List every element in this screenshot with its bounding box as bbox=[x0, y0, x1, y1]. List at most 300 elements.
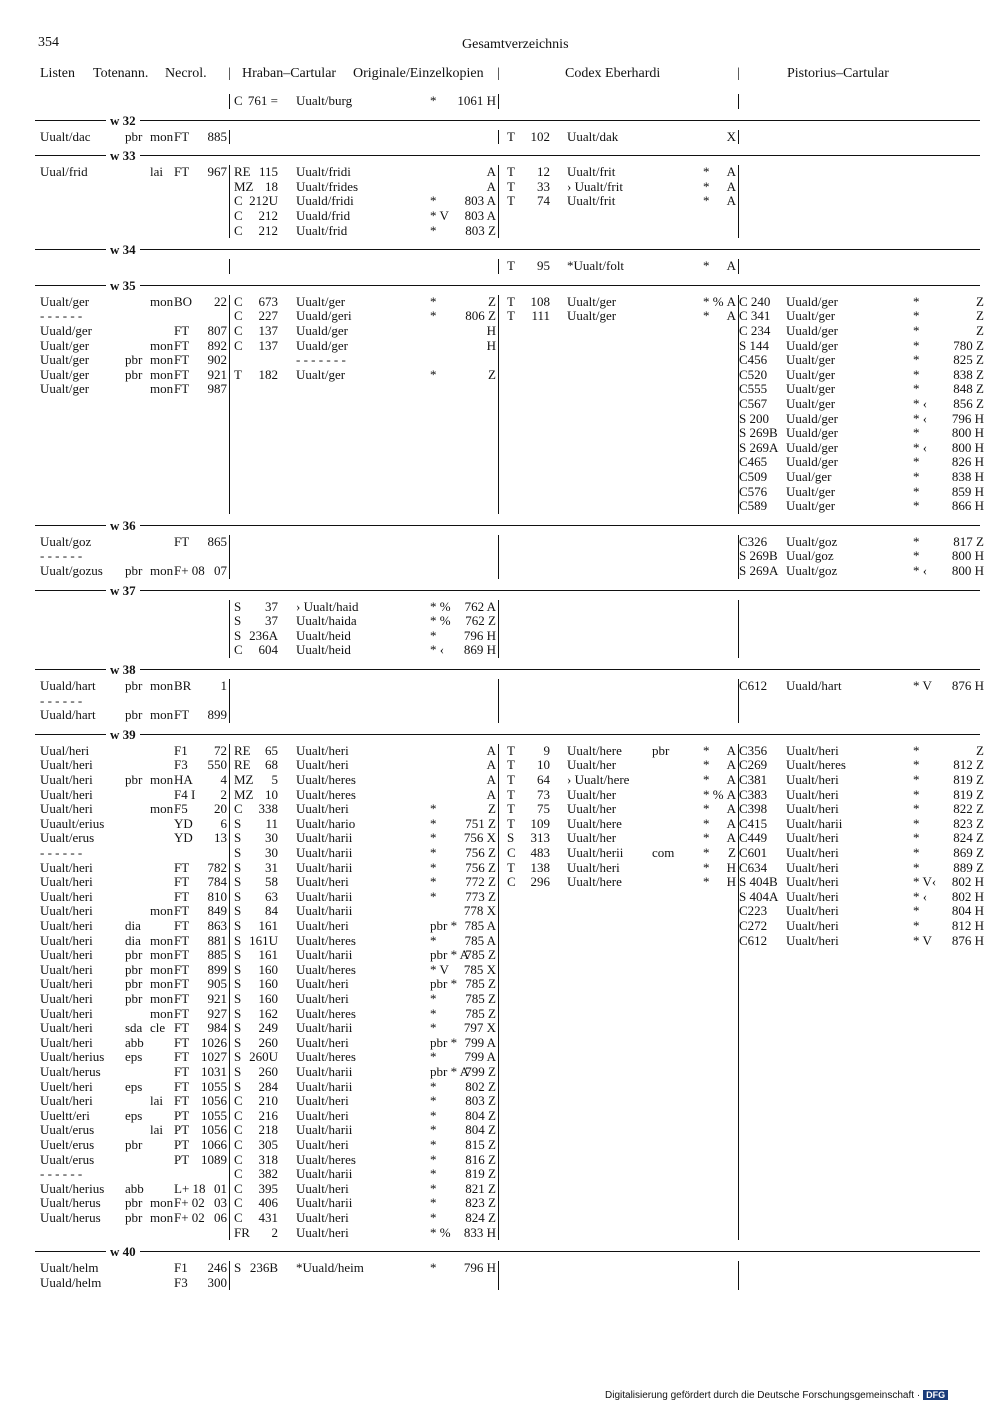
cell-c1: F+ 02 bbox=[174, 1210, 205, 1225]
cell-c3: Uualt/here bbox=[567, 742, 622, 758]
cell-c2: Uualt/harii bbox=[296, 1195, 353, 1211]
cell-c2: C bbox=[234, 1122, 243, 1138]
cell-c3: * bbox=[703, 845, 710, 860]
cell-c2: MZ bbox=[234, 772, 254, 787]
cell-c2: C bbox=[234, 208, 243, 223]
cell-c1: HA bbox=[174, 772, 193, 787]
cell-c2: C bbox=[234, 93, 243, 108]
cell-c2: Uuald/fridi bbox=[296, 193, 354, 209]
cell-c2: S bbox=[234, 613, 242, 629]
column-header: | bbox=[737, 66, 740, 81]
cell-c1: 1056 bbox=[201, 1093, 227, 1109]
cell-c1: 6 bbox=[220, 815, 227, 831]
cell-c2: 11 bbox=[265, 815, 278, 831]
cell-c3: T bbox=[507, 293, 515, 309]
cell-c2: 210 bbox=[258, 1093, 278, 1109]
cell-c4: Uualt/ger bbox=[786, 352, 836, 368]
column-header: | bbox=[497, 66, 500, 81]
cell-c2: * bbox=[430, 1166, 437, 1182]
cell-c2: RE bbox=[234, 164, 251, 180]
cell-c2: H bbox=[486, 337, 496, 353]
cell-c4: Uualt/ger bbox=[786, 366, 836, 382]
cell-c2: C bbox=[234, 642, 243, 658]
cell-c4: 876 H bbox=[951, 678, 984, 693]
cell-c2: * % bbox=[430, 1224, 451, 1240]
cell-c1: mon bbox=[150, 947, 174, 963]
cell-c1: 20 bbox=[214, 801, 227, 817]
cell-c2: Uualt/ger bbox=[296, 366, 346, 382]
cell-c2: 30 bbox=[265, 845, 278, 860]
cell-c4: Uualt/heri bbox=[786, 888, 839, 904]
cell-c2: * bbox=[430, 93, 437, 108]
cell-c2: 756 Z bbox=[465, 859, 496, 875]
cell-c4: 838 Z bbox=[953, 366, 984, 382]
cell-c1: 03 bbox=[214, 1195, 227, 1211]
cell-c3: 109 bbox=[530, 815, 550, 831]
cell-c4: 889 Z bbox=[953, 859, 984, 875]
cell-c1: pbr bbox=[125, 976, 143, 992]
page-number: 354 bbox=[38, 35, 59, 50]
cell-c1: Uualt/heri bbox=[40, 903, 93, 919]
cell-c4: Uualt/heri bbox=[786, 772, 839, 787]
cell-c2: Uualt/heres bbox=[296, 786, 356, 802]
cell-c3: A bbox=[726, 258, 736, 274]
cell-c3: T bbox=[507, 128, 515, 144]
column-divider bbox=[229, 1261, 230, 1290]
cell-c1: Uuald/helm bbox=[40, 1274, 102, 1290]
cell-c1: - - - - - - bbox=[40, 845, 83, 860]
cell-c2: Uualt/harii bbox=[296, 859, 353, 875]
cell-c2: Uualt/heri bbox=[296, 742, 349, 758]
cell-c3: * bbox=[703, 874, 710, 890]
cell-c1: Uualt/heri bbox=[40, 976, 93, 992]
cell-c2: 806 Z bbox=[465, 308, 496, 324]
cell-c2: 162 bbox=[258, 1005, 278, 1021]
cell-c3: * bbox=[703, 815, 710, 831]
cell-c4: 796 H bbox=[951, 410, 984, 426]
cell-c4: Uuald/ger bbox=[786, 337, 838, 353]
cell-c3: A bbox=[726, 801, 736, 817]
cell-c4: Uuald/ger bbox=[786, 439, 838, 455]
cell-c2: pbr * A bbox=[430, 1064, 469, 1079]
cell-c2: S bbox=[234, 1020, 242, 1036]
cell-c1: mon bbox=[150, 128, 174, 144]
cell-c1: 921 bbox=[207, 991, 227, 1006]
cell-c4: Uualt/heri bbox=[786, 918, 839, 933]
cell-c4: C326 bbox=[739, 533, 768, 549]
cell-c1: mon bbox=[150, 678, 174, 693]
cell-c2: 799 A bbox=[464, 1034, 496, 1050]
cell-c2: S bbox=[234, 627, 242, 643]
cell-c1: Uualt/herus bbox=[40, 1195, 101, 1211]
cell-c1: Uualt/gozus bbox=[40, 563, 103, 578]
cell-c2: 161 bbox=[258, 918, 278, 933]
cell-c2: Uualt/heri bbox=[296, 801, 349, 817]
section-label: w 36 bbox=[106, 518, 140, 534]
cell-c1: pbr bbox=[125, 1195, 143, 1211]
cell-c2: 762 Z bbox=[465, 613, 496, 629]
cell-c4: C 341 bbox=[739, 308, 771, 324]
section-separator bbox=[35, 249, 980, 250]
cell-c2: S bbox=[234, 918, 242, 933]
cell-c1: Uualt/herius bbox=[40, 1049, 105, 1065]
cell-c1: FT bbox=[174, 918, 190, 933]
section-separator bbox=[35, 155, 980, 156]
cell-c2: Uualt/burg bbox=[296, 93, 353, 108]
cell-c4: 856 Z bbox=[953, 396, 984, 411]
cell-c2: C bbox=[234, 1093, 243, 1109]
cell-c4: 824 Z bbox=[953, 830, 984, 846]
cell-c2: Uualt/harii bbox=[296, 845, 353, 860]
cell-c1: Uual/frid bbox=[40, 164, 88, 180]
cell-c1: - - - - - - bbox=[40, 692, 83, 708]
cell-c2: Uualt/harii bbox=[296, 1020, 353, 1036]
cell-c2: C bbox=[234, 801, 243, 817]
cell-c3: T bbox=[507, 742, 515, 758]
cell-c1: 4 bbox=[220, 772, 227, 787]
cell-c3: 12 bbox=[537, 164, 550, 180]
cell-c3: * bbox=[703, 258, 710, 274]
cell-c4: * bbox=[913, 293, 920, 309]
cell-c3: A bbox=[726, 193, 736, 209]
cell-c4: * bbox=[913, 845, 920, 860]
cell-c2: 63 bbox=[265, 888, 278, 904]
cell-c2: Uualt/harii bbox=[296, 830, 353, 846]
section-label: w 37 bbox=[106, 583, 140, 599]
cell-c2: * bbox=[430, 366, 437, 382]
cell-c1: mon bbox=[150, 932, 174, 948]
cell-c1: FT bbox=[174, 164, 190, 180]
cell-c4: * bbox=[913, 352, 920, 368]
cell-c2: Uuald/ger bbox=[296, 337, 348, 353]
cell-c4: 826 H bbox=[951, 454, 984, 470]
cell-c2: Uualt/harii bbox=[296, 888, 353, 904]
cell-c3: Uualt/herii bbox=[567, 845, 624, 860]
cell-c4: 817 Z bbox=[953, 533, 984, 549]
column-divider bbox=[229, 94, 230, 109]
cell-c1: 987 bbox=[207, 381, 227, 397]
cell-c4: Uualt/goz bbox=[786, 563, 838, 578]
cell-c4: * bbox=[913, 323, 920, 338]
cell-c3: 9 bbox=[543, 742, 550, 758]
cell-c1: BO bbox=[174, 293, 193, 309]
cell-c2: Uualt/heri bbox=[296, 1107, 349, 1123]
cell-c2: S bbox=[234, 845, 242, 860]
cell-c4: Uuald/ger bbox=[786, 425, 838, 441]
cell-c1: mon bbox=[150, 961, 174, 977]
cell-c3: C bbox=[507, 874, 516, 890]
cell-c1: 967 bbox=[207, 164, 227, 180]
cell-c1: 2 bbox=[220, 786, 227, 802]
cell-c1: pbr bbox=[125, 563, 143, 578]
cell-c1: Uualt/ger bbox=[40, 381, 90, 397]
cell-c2: 160 bbox=[258, 976, 278, 992]
cell-c1: 984 bbox=[207, 1020, 227, 1036]
cell-c4: Uual/ger bbox=[786, 469, 832, 484]
column-header: Totenann. bbox=[93, 66, 149, 81]
cell-c2: Z bbox=[488, 293, 496, 309]
cell-c4: 819 Z bbox=[953, 786, 984, 802]
page-footer bbox=[605, 1390, 948, 1401]
cell-c1: Uualt/heri bbox=[40, 1005, 93, 1021]
cell-c2: * % bbox=[430, 598, 451, 614]
cell-c2: A bbox=[486, 742, 496, 758]
column-header: Listen bbox=[40, 66, 75, 81]
column-divider bbox=[229, 130, 230, 145]
cell-c3: * bbox=[703, 164, 710, 180]
cell-c4: 800 H bbox=[951, 439, 984, 455]
cell-c4: Uuald/ger bbox=[786, 293, 838, 309]
column-divider bbox=[498, 165, 499, 238]
cell-c4: 819 Z bbox=[953, 772, 984, 787]
cell-c1: FT bbox=[174, 1064, 190, 1079]
cell-c4: Uualt/heri bbox=[786, 932, 839, 948]
cell-c2: C bbox=[234, 337, 243, 353]
cell-c4: C634 bbox=[739, 859, 768, 875]
cell-c1: Uualt/heri bbox=[40, 991, 93, 1006]
cell-c1: 01 bbox=[214, 1180, 227, 1196]
cell-c2: * bbox=[430, 308, 437, 324]
cell-c4: Uuald/ger bbox=[786, 323, 838, 338]
cell-c4: * V bbox=[913, 932, 932, 948]
cell-c2: * bbox=[430, 932, 437, 948]
cell-c3: Uualt/here bbox=[567, 874, 622, 890]
cell-c2: Uualt/heri bbox=[296, 1224, 349, 1240]
cell-c4: Uualt/ger bbox=[786, 308, 836, 324]
cell-c2: 5 bbox=[271, 772, 278, 787]
section-label: w 32 bbox=[106, 113, 140, 129]
cell-c2: C bbox=[234, 1137, 243, 1152]
cell-c1: 72 bbox=[214, 742, 227, 758]
cell-c2: 816 Z bbox=[465, 1151, 496, 1167]
cell-c3: Uualt/ger bbox=[567, 293, 617, 309]
cell-c4: S 144 bbox=[739, 337, 769, 353]
cell-c3: pbr bbox=[652, 742, 670, 758]
cell-c1: eps bbox=[125, 1078, 143, 1094]
cell-c3: 483 bbox=[530, 845, 550, 860]
cell-c4: Uualt/harii bbox=[786, 815, 843, 831]
column-divider bbox=[738, 1261, 739, 1290]
cell-c3: com bbox=[652, 845, 675, 860]
cell-c1: 885 bbox=[207, 947, 227, 963]
cell-c1: FT bbox=[174, 323, 190, 338]
cell-c2: 18 bbox=[265, 178, 278, 194]
cell-c4: C383 bbox=[739, 786, 768, 802]
cell-c1: Uualt/ger bbox=[40, 352, 90, 368]
cell-c1: cle bbox=[150, 1020, 166, 1036]
cell-c4: 800 H bbox=[951, 563, 984, 578]
cell-c2: * bbox=[430, 1195, 437, 1211]
cell-c4: * ‹ bbox=[913, 410, 928, 426]
cell-c2: C bbox=[234, 193, 243, 209]
cell-c4: * bbox=[913, 366, 920, 382]
cell-c1: YD bbox=[174, 815, 193, 831]
cell-c1: F4 I bbox=[174, 786, 196, 802]
cell-c4: Uualt/heri bbox=[786, 845, 839, 860]
column-divider bbox=[738, 259, 739, 274]
cell-c1: mon bbox=[150, 1210, 174, 1225]
cell-c2: 833 H bbox=[463, 1224, 496, 1240]
cell-c3: Z bbox=[728, 845, 736, 860]
cell-c1: Uuald/hart bbox=[40, 707, 96, 723]
cell-c2: * bbox=[430, 888, 437, 904]
cell-c2: * bbox=[430, 1180, 437, 1196]
cell-c2: * bbox=[430, 859, 437, 875]
cell-c1: Uualt/erus bbox=[40, 830, 95, 846]
cell-c3: Uualt/heri bbox=[567, 859, 620, 875]
cell-c1: mon bbox=[150, 801, 174, 817]
cell-c1: Uualt/ger bbox=[40, 293, 90, 309]
cell-c1: Uuault/erius bbox=[40, 815, 105, 831]
cell-c4: * bbox=[913, 757, 920, 773]
cell-c2: - - - - - - - bbox=[296, 352, 346, 368]
cell-c2: 604 bbox=[258, 642, 278, 658]
cell-c2: 305 bbox=[258, 1137, 278, 1152]
cell-c4: C601 bbox=[739, 845, 768, 860]
cell-c4: * bbox=[913, 337, 920, 353]
cell-c1: FT bbox=[174, 1005, 190, 1021]
cell-c2: Uualt/heres bbox=[296, 1049, 356, 1065]
column-divider bbox=[498, 744, 499, 1240]
cell-c1: pbr bbox=[125, 991, 143, 1006]
cell-c2: A bbox=[486, 164, 496, 180]
cell-c2: S bbox=[234, 888, 242, 904]
cell-c1: mon bbox=[150, 352, 174, 368]
cell-c1: mon bbox=[150, 366, 174, 382]
cell-c1: FT bbox=[174, 991, 190, 1006]
cell-c2: Uualt/heri bbox=[296, 976, 349, 992]
cell-c1: 1066 bbox=[201, 1137, 227, 1152]
section-label: w 38 bbox=[106, 662, 140, 678]
cell-c4: 780 Z bbox=[953, 337, 984, 353]
cell-c2: Uualt/heri bbox=[296, 1180, 349, 1196]
cell-c2: 673 bbox=[258, 293, 278, 309]
cell-c3: * bbox=[703, 772, 710, 787]
cell-c1: 784 bbox=[207, 874, 227, 890]
cell-c1: 885 bbox=[207, 128, 227, 144]
cell-c3: * % bbox=[703, 293, 724, 309]
cell-c2: 37 bbox=[265, 613, 278, 629]
cell-c3: * % bbox=[703, 786, 724, 802]
cell-c2: 756 Z bbox=[465, 845, 496, 860]
cell-c1: - - - - - - bbox=[40, 548, 83, 564]
cell-c1: FT bbox=[174, 1093, 190, 1109]
cell-c1: F3 bbox=[174, 757, 188, 773]
cell-c1: 1055 bbox=[201, 1107, 227, 1123]
cell-c3: 108 bbox=[530, 293, 550, 309]
cell-c1: 849 bbox=[207, 903, 227, 919]
cell-c4: * ‹ bbox=[913, 439, 928, 455]
cell-c2: 338 bbox=[258, 801, 278, 817]
cell-c3: 73 bbox=[537, 786, 550, 802]
cell-c1: pbr bbox=[125, 1210, 143, 1225]
cell-c4: S 269A bbox=[739, 439, 779, 455]
cell-c1: FT bbox=[174, 859, 190, 875]
cell-c2: Uualt/heres bbox=[296, 1005, 356, 1021]
cell-c1: dia bbox=[125, 918, 141, 933]
cell-c1: F1 bbox=[174, 1260, 188, 1276]
cell-c2: Uualt/frid bbox=[296, 222, 348, 238]
column-divider bbox=[498, 1261, 499, 1290]
cell-c2: 395 bbox=[258, 1180, 278, 1196]
cell-c3: A bbox=[726, 830, 736, 846]
cell-c4: * bbox=[913, 498, 920, 514]
cell-c2: 30 bbox=[265, 830, 278, 846]
cell-c1: Uueltt/eri bbox=[40, 1107, 90, 1123]
cell-c3: X bbox=[726, 128, 736, 144]
cell-c1: Uualt/herius bbox=[40, 1180, 105, 1196]
cell-c2: 212 bbox=[258, 222, 278, 238]
cell-c2: 406 bbox=[258, 1195, 278, 1211]
cell-c2: * bbox=[430, 1049, 437, 1065]
cell-c3: › Uualt/here bbox=[567, 772, 630, 787]
cell-c2: 431 bbox=[258, 1210, 278, 1225]
cell-c3: T bbox=[507, 258, 515, 274]
cell-c4: 804 H bbox=[951, 903, 984, 919]
cell-c2: Uualt/harii bbox=[296, 1166, 353, 1182]
cell-c2: * bbox=[430, 293, 437, 309]
cell-c1: FT bbox=[174, 352, 190, 368]
cell-c3: Uualt/her bbox=[567, 830, 617, 846]
cell-c2: 773 Z bbox=[465, 888, 496, 904]
cell-c3: T bbox=[507, 308, 515, 324]
cell-c4: * ‹ bbox=[913, 888, 928, 904]
cell-c4: Z bbox=[976, 293, 984, 309]
cell-c4: * bbox=[913, 786, 920, 802]
section-label: w 39 bbox=[106, 727, 140, 743]
cell-c2: * bbox=[430, 1122, 437, 1138]
cell-c1: Uualt/heri bbox=[40, 801, 93, 817]
cell-c3: T bbox=[507, 786, 515, 802]
cell-c1: FT bbox=[174, 947, 190, 963]
cell-c2: S bbox=[234, 1049, 242, 1065]
cell-c2: Uualt/heri bbox=[296, 874, 349, 890]
cell-c3: S bbox=[507, 830, 515, 846]
column-divider bbox=[498, 94, 499, 109]
cell-c2: A bbox=[486, 772, 496, 787]
cell-c4: 823 Z bbox=[953, 815, 984, 831]
cell-c2: 785 Z bbox=[465, 976, 496, 992]
cell-c2: 804 Z bbox=[465, 1107, 496, 1123]
cell-c2: 137 bbox=[258, 323, 278, 338]
cell-c2: S bbox=[234, 830, 242, 846]
cell-c2: Z bbox=[488, 366, 496, 382]
cell-c2: 819 Z bbox=[465, 1166, 496, 1182]
cell-c4: 869 Z bbox=[953, 845, 984, 860]
cell-c2: S bbox=[234, 1064, 242, 1079]
cell-c1: FT bbox=[174, 128, 190, 144]
cell-c2: Uualt/harii bbox=[296, 1078, 353, 1094]
cell-c3: Uualt/frit bbox=[567, 193, 616, 209]
cell-c2: MZ bbox=[234, 178, 254, 194]
section-separator bbox=[35, 590, 980, 591]
cell-c4: Uualt/heri bbox=[786, 874, 839, 890]
cell-c2: 785 A bbox=[464, 918, 496, 933]
cell-c1: Uualt/heri bbox=[40, 757, 93, 773]
cell-c1: F+ 02 bbox=[174, 1195, 205, 1211]
cell-c4: C398 bbox=[739, 801, 768, 817]
column-divider bbox=[498, 259, 499, 274]
cell-c1: F3 bbox=[174, 1274, 188, 1290]
cell-c3: Uualt/here bbox=[567, 815, 622, 831]
cell-c1: PT bbox=[174, 1137, 190, 1152]
column-divider bbox=[738, 165, 739, 238]
cell-c1: FT bbox=[174, 874, 190, 890]
cell-c4: C381 bbox=[739, 772, 768, 787]
cell-c4: 848 Z bbox=[953, 381, 984, 397]
cell-c1: abb bbox=[125, 1180, 144, 1196]
cell-c2: *Uuald/heim bbox=[296, 1260, 364, 1276]
